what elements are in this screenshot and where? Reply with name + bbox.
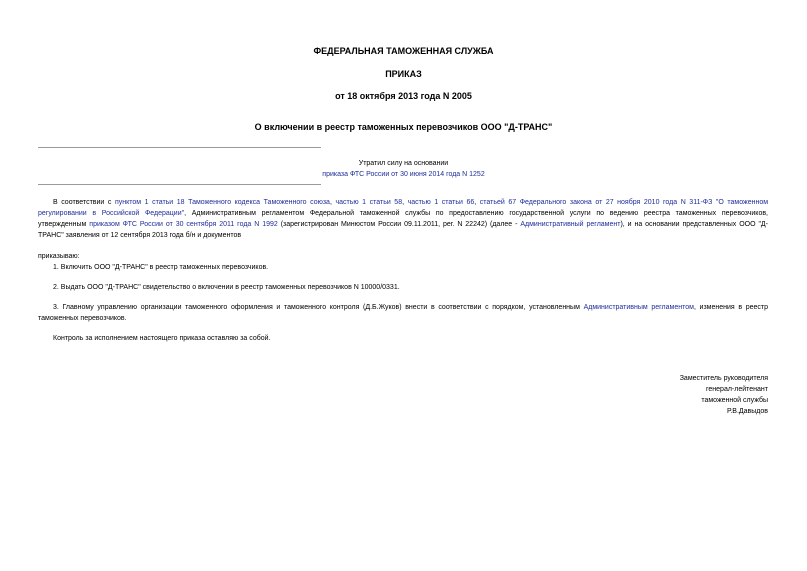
link-tk-article-18[interactable]: пунктом 1 статьи 18 Таможенного кодекса Таможенного союза [114, 199, 330, 206]
order-item-3-line-1: 3. Главному управлению организации таможенного оформления и таможенного контроля (Д.Б.Жуков) внести в соответствии с порядком, установленным Административным регламентом, изменения в реестр [53, 304, 769, 311]
doc-title: О включении в реестр таможенных перевозчиков ООО "Д-ТРАНС" [254, 122, 553, 132]
order-intro: приказываю: [38, 253, 80, 260]
link-311fz-cont[interactable]: регулировании в Российской Федерации" [38, 210, 185, 217]
control-clause: Контроль за исполнением настоящего приказа оставляю за собой. [53, 335, 271, 342]
order-item-2: 2. Выдать ООО "Д-ТРАНС" свидетельство о включении в реестр таможенных перевозчиков N 10000/0331. [53, 284, 400, 291]
order-item-3-line-2: таможенных перевозчиков. [38, 315, 127, 322]
link-article-66[interactable]: частью 1 статьи 66 [407, 199, 475, 206]
signer-rank: генерал-лейтенант [706, 386, 768, 393]
link-admin-regulation-2[interactable]: Административным регламентом [583, 304, 694, 311]
org-name: ФЕДЕРАЛЬНАЯ ТАМОЖЕННАЯ СЛУЖБА [313, 46, 494, 56]
signer-position: Заместитель руководителя [679, 375, 768, 382]
doc-type: ПРИКАЗ [385, 69, 422, 79]
preamble-line-2: регулировании в Российской Федерации", Административным регламентом Федеральной таможенной службы по предоставлению государственной услуги по ведению реестра таможенных перевозчиков, [38, 210, 768, 217]
link-order-1992[interactable]: приказом ФТС России от 30 сентября 2011 года N 1992 [89, 221, 278, 228]
preamble-line-3: утвержденным приказом ФТС России от 30 сентября 2011 года N 1992 (зарегистрирован Минюстом России 09.11.2011, рег. N 22242) (далее - Административный регламент), и на основании представленных ООО "Д- [38, 221, 769, 228]
status-link[interactable]: приказа ФТС России от 30 июня 2014 года N 1252 [322, 171, 485, 178]
signer-name: Р.В.Давыдов [727, 408, 768, 415]
status-note: Утратил силу на основании [358, 160, 449, 167]
divider-top [38, 147, 321, 148]
preamble-line-4: ТРАНС" заявления от 12 сентября 2013 года б/н и документов [38, 232, 242, 239]
signer-service: таможенной службы [701, 397, 768, 404]
divider-bottom [38, 184, 321, 185]
link-article-67-311fz[interactable]: статьей 67 Федерального закона от 27 ноября 2010 года N 311-ФЗ "О таможенном [479, 199, 769, 206]
link-article-58[interactable]: частью 1 статьи 58 [335, 199, 403, 206]
link-admin-regulation[interactable]: Административный регламент [520, 221, 621, 228]
order-item-1: 1. Включить ООО "Д-ТРАНС" в реестр таможенных перевозчиков. [53, 264, 269, 271]
doc-date: от 18 октября 2013 года N 2005 [335, 91, 472, 101]
preamble-line-1: В соответствии с пунктом 1 статьи 18 Таможенного кодекса Таможенного союза, частью 1 статьи 58, частью 1 статьи 66, статьей 67 Федерального закона от 27 ноября 2010 года N 311-ФЗ "О таможенном [53, 199, 769, 206]
preamble-paragraph [38, 197, 768, 241]
order-item-3 [38, 302, 768, 324]
